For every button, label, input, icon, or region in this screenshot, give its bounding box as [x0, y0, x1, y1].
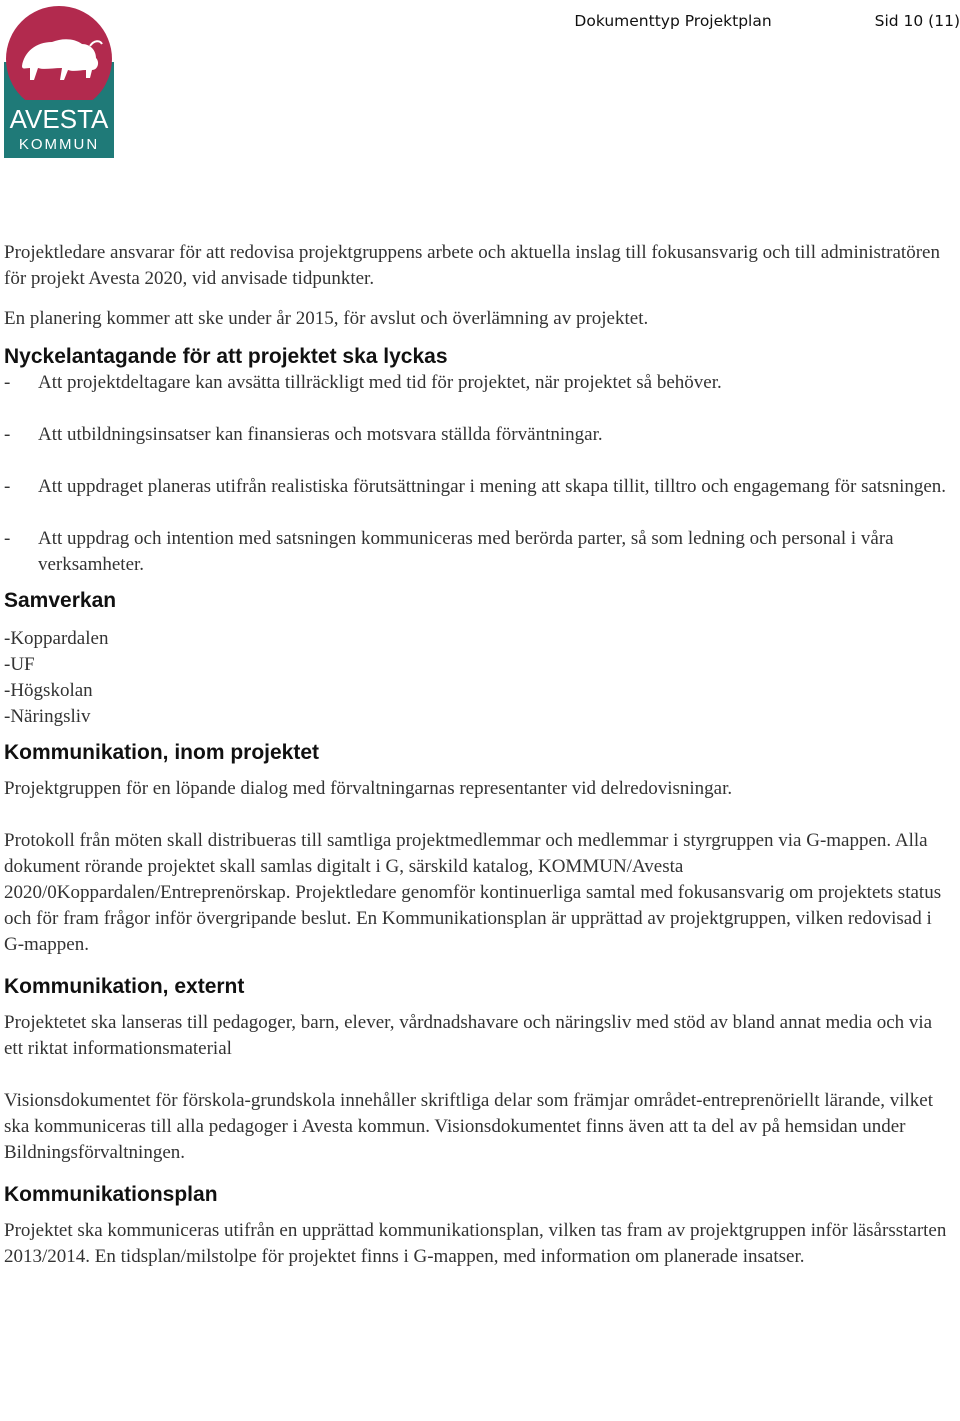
intro-paragraph-2: En planering kommer att ske under år 2015, för avslut och överlämning av projektet. — [4, 308, 649, 329]
nyckel-list — [4, 370, 954, 578]
list-item: -UF — [4, 654, 35, 675]
list-item: -Högskolan — [4, 680, 93, 701]
kommunikation-externt-paragraph-2: Visionsdokumentet för förskola-grundskola innehåller skriftliga delar som främjar området-entreprenöriellt lärande, vilket ska kommuniceras till alla pedagoger i Avesta kommun. Visionsdokumentet finns även att ta del av på hemsidan under Bildningsförvaltningen. — [4, 1090, 934, 1163]
list-item: - Att uppdrag och intention med satsningen kommuniceras med berörda parter, så som ledning och personal i våra verksamheter. — [4, 528, 894, 575]
list-item: -Näringsliv — [4, 706, 91, 727]
list-item: - Att projektdeltagare kan avsätta tillräckligt med tid för projektet, när projektet så behöver. — [4, 372, 722, 393]
logo-bottom-text: KOMMUN — [18, 136, 100, 153]
kommunikation-externt-paragraph-1: Projektetet ska lanseras till pedagoger, barn, elever, vårdnadshavare och näringsliv med stöd av bland annat media och via ett riktat informationsmaterial — [4, 1012, 933, 1059]
kommunikationsplan-paragraph-1: Projektet ska kommuniceras utifrån en upprättad kommunikationsplan, vilken tas fram av projektgruppen inför läsårsstarten 2013/2014. En tidsplan/milstolpe för projektet finns i G-mappen, med information om planerade insatser. — [4, 1220, 947, 1267]
section-heading-kommunikation-externt: Kommunikation, externt — [4, 975, 245, 998]
intro-paragraph-1: Projektledare ansvarar för att redovisa projektgruppens arbete och aktuella inslag till fokusansvarig och till administratören för projekt Avesta 2020, vid anvisade tidpunkter. — [4, 242, 940, 289]
page-header — [574, 12, 960, 30]
section-heading-nyckel: Nyckelantagande för att projektet ska lyckas — [4, 345, 448, 368]
document-type: Dokumenttyp Projektplan — [574, 12, 772, 30]
list-item: - Att utbildningsinsatser kan finansieras och motsvara ställda förväntningar. — [4, 424, 603, 445]
section-heading-kommunikation-inom: Kommunikation, inom projektet — [4, 741, 320, 764]
avesta-kommun-logo — [4, 4, 114, 158]
section-heading-samverkan: Samverkan — [4, 589, 117, 612]
section-heading-kommunikationsplan: Kommunikationsplan — [4, 1183, 218, 1206]
samverkan-list — [4, 626, 954, 730]
list-item: - Att uppdraget planeras utifrån realistiska förutsättningar i mening att skapa tillit, tilltro och engagemang för satsningen. — [4, 476, 947, 497]
list-item: -Koppardalen — [4, 628, 109, 649]
logo-top-text: AVESTA — [9, 104, 109, 134]
kommunikation-inom-paragraph-2: Protokoll från möten skall distribueras till samtliga projektmedlemmar och medlemmar i styrgruppen via G-mappen. Alla dokument rörande projektet skall samlas digitalt i G, särskild katalog, KOMMUN/Avesta 2020/0Koppardalen/Entreprenörskap. Projektledare genomför kontinuerliga samtal med fokusansvarig om projektets status och för fram frågor inför övergripande beslut. En Kommunikationsplan är upprättad av projektgruppen, vilken redovisad i G-mappen. — [4, 830, 942, 955]
page-number: Sid 10 (11) — [874, 12, 960, 30]
document-body — [4, 240, 954, 1270]
kommunikation-inom-paragraph-1: Projektgruppen för en löpande dialog med förvaltningarnas representanter vid delredovisningar. — [4, 778, 733, 799]
